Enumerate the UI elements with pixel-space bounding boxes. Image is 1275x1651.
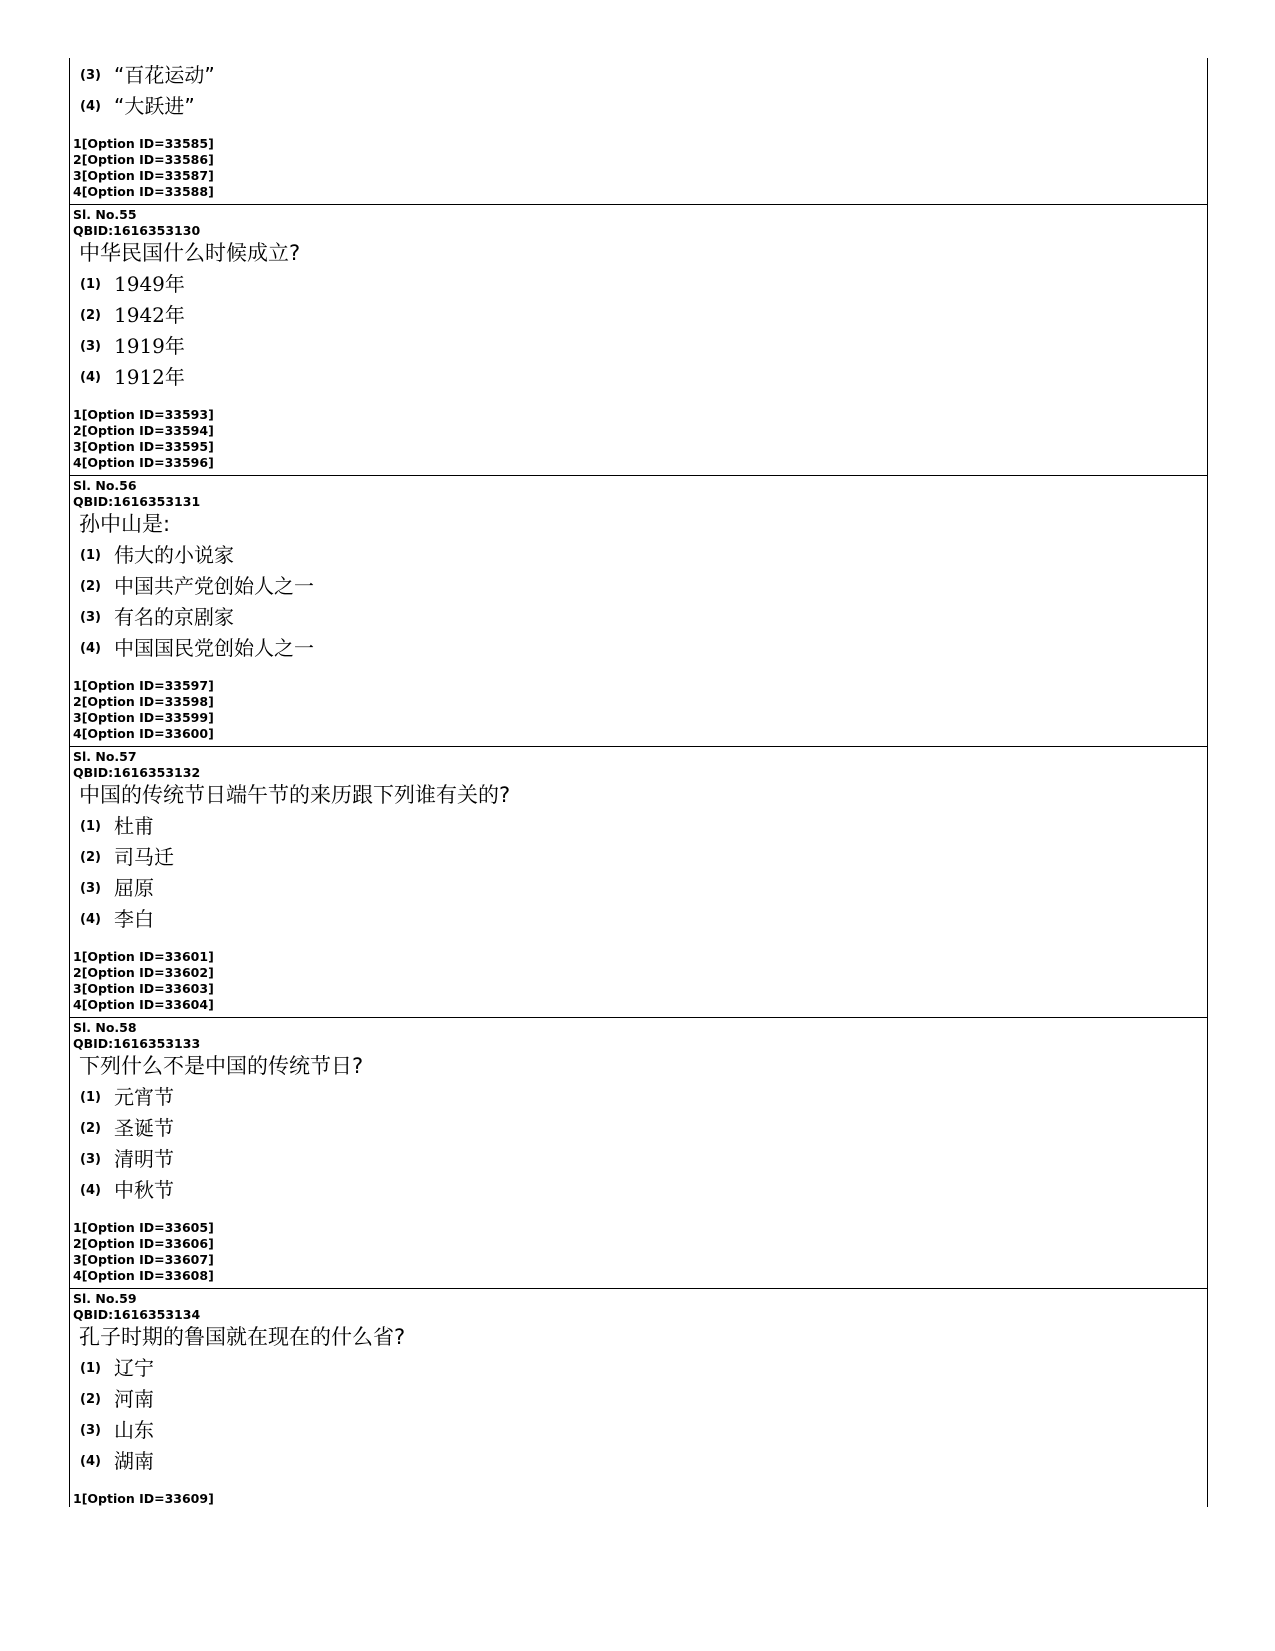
option-text: 山东: [114, 1418, 154, 1442]
option-row: [73, 811, 1207, 842]
option-row: [73, 1353, 1207, 1384]
option-text: 司马迁: [114, 845, 174, 869]
option-row: [73, 1415, 1207, 1446]
option-number: (1): [80, 1090, 101, 1105]
option-number: (3): [80, 881, 101, 896]
option-row: [73, 1175, 1207, 1206]
option-number: (3): [80, 610, 101, 625]
option-number: (1): [80, 548, 101, 563]
option-row: [73, 300, 1207, 331]
option-text: 1912年: [114, 365, 185, 389]
option-number: (4): [80, 641, 101, 656]
question-bank-id: QBID:1616353134: [73, 1307, 201, 1322]
question-block-55: [70, 205, 1207, 476]
option-id: 2[Option ID=33606]: [73, 1236, 214, 1251]
option-number: (2): [80, 1392, 101, 1407]
option-text: 清明节: [114, 1147, 174, 1171]
option-row: [73, 873, 1207, 904]
option-number: (3): [80, 68, 101, 83]
option-id: 1[Option ID=33601]: [73, 949, 214, 964]
option-text: 有名的京剧家: [114, 605, 234, 629]
option-number: (2): [80, 308, 101, 323]
option-number: (1): [80, 1361, 101, 1376]
question-block-59: [70, 1289, 1207, 1507]
question-bank-id: QBID:1616353131: [73, 494, 201, 509]
serial-number: Sl. No.56: [73, 478, 137, 493]
option-id: 3[Option ID=33595]: [73, 439, 214, 454]
option-row: [73, 1082, 1207, 1113]
option-id-list: [73, 949, 1207, 1013]
question-block-57: [70, 747, 1207, 1018]
option-id: 3[Option ID=33607]: [73, 1252, 214, 1267]
option-text: 伟大的小说家: [114, 543, 234, 567]
option-text: 1942年: [114, 303, 185, 327]
option-text: 屈原: [114, 876, 154, 900]
question-block-58: [70, 1018, 1207, 1289]
option-row: [73, 91, 1207, 122]
question-text: 孔子时期的鲁国就在现在的什么省?: [79, 1325, 406, 1349]
option-row: [73, 1113, 1207, 1144]
option-id: 4[Option ID=33608]: [73, 1268, 214, 1283]
option-row: [73, 904, 1207, 935]
question-text: 下列什么不是中国的传统节日?: [79, 1054, 364, 1078]
option-number: (4): [80, 1183, 101, 1198]
option-number: (4): [80, 99, 101, 114]
option-id: 4[Option ID=33596]: [73, 455, 214, 470]
option-id-list: [73, 1220, 1207, 1284]
question-text: 中华民国什么时候成立?: [79, 241, 301, 265]
option-id: 4[Option ID=33604]: [73, 997, 214, 1012]
option-id: 3[Option ID=33599]: [73, 710, 214, 725]
option-number: (2): [80, 850, 101, 865]
option-number: (4): [80, 370, 101, 385]
option-text: 湖南: [114, 1449, 154, 1473]
option-id: 3[Option ID=33587]: [73, 168, 214, 183]
option-text: 圣诞节: [114, 1116, 174, 1140]
serial-number: Sl. No.59: [73, 1291, 137, 1306]
option-row: [73, 362, 1207, 393]
option-id-list: [73, 136, 1207, 200]
question-sheet: [69, 58, 1208, 1507]
option-id: 1[Option ID=33609]: [73, 1491, 214, 1506]
option-id: 4[Option ID=33600]: [73, 726, 214, 741]
question-text: 中国的传统节日端午节的来历跟下列谁有关的?: [79, 783, 511, 807]
option-row: [73, 269, 1207, 300]
option-row: [73, 1144, 1207, 1175]
option-id: 1[Option ID=33593]: [73, 407, 214, 422]
question-bank-id: QBID:1616353132: [73, 765, 201, 780]
option-text: 李白: [114, 907, 154, 931]
option-row: [73, 633, 1207, 664]
option-text: 中国共产党创始人之一: [114, 574, 314, 598]
option-id-list: [73, 407, 1207, 471]
serial-number: Sl. No.57: [73, 749, 137, 764]
option-row: [73, 331, 1207, 362]
option-id: 2[Option ID=33594]: [73, 423, 214, 438]
option-id: 2[Option ID=33598]: [73, 694, 214, 709]
option-row: [73, 540, 1207, 571]
question-block-56: [70, 476, 1207, 747]
option-text: 中秋节: [114, 1178, 174, 1202]
serial-number: Sl. No.58: [73, 1020, 137, 1035]
option-text: 中国国民党创始人之一: [114, 636, 314, 660]
option-number: (1): [80, 819, 101, 834]
option-row: [73, 602, 1207, 633]
option-text: 辽宁: [114, 1356, 154, 1380]
question-bank-id: QBID:1616353133: [73, 1036, 201, 1051]
option-id: 1[Option ID=33585]: [73, 136, 214, 151]
option-row: [73, 842, 1207, 873]
option-number: (2): [80, 579, 101, 594]
option-number: (4): [80, 1454, 101, 1469]
option-id: 3[Option ID=33603]: [73, 981, 214, 996]
option-text: 河南: [114, 1387, 154, 1411]
option-text: 1919年: [114, 334, 185, 358]
option-text: “百花运动”: [114, 63, 215, 87]
option-row: [73, 1384, 1207, 1415]
option-text: 杜甫: [114, 814, 154, 838]
option-text: “大跃进”: [114, 94, 195, 118]
question-text: 孙中山是:: [79, 512, 171, 536]
question-block-continuation: [70, 58, 1207, 205]
option-id-list: [73, 678, 1207, 742]
option-row: [73, 60, 1207, 91]
option-text: 1949年: [114, 272, 185, 296]
option-id: 2[Option ID=33586]: [73, 152, 214, 167]
option-number: (2): [80, 1121, 101, 1136]
option-id: 1[Option ID=33605]: [73, 1220, 214, 1235]
option-id-list: [73, 1491, 1207, 1507]
option-id: 1[Option ID=33597]: [73, 678, 214, 693]
question-bank-id: QBID:1616353130: [73, 223, 201, 238]
option-row: [73, 1446, 1207, 1477]
option-id: 2[Option ID=33602]: [73, 965, 214, 980]
option-number: (3): [80, 1423, 101, 1438]
option-number: (3): [80, 339, 101, 354]
option-number: (1): [80, 277, 101, 292]
option-number: (3): [80, 1152, 101, 1167]
option-text: 元宵节: [114, 1085, 174, 1109]
option-number: (4): [80, 912, 101, 927]
serial-number: Sl. No.55: [73, 207, 137, 222]
option-row: [73, 571, 1207, 602]
option-id: 4[Option ID=33588]: [73, 184, 214, 199]
